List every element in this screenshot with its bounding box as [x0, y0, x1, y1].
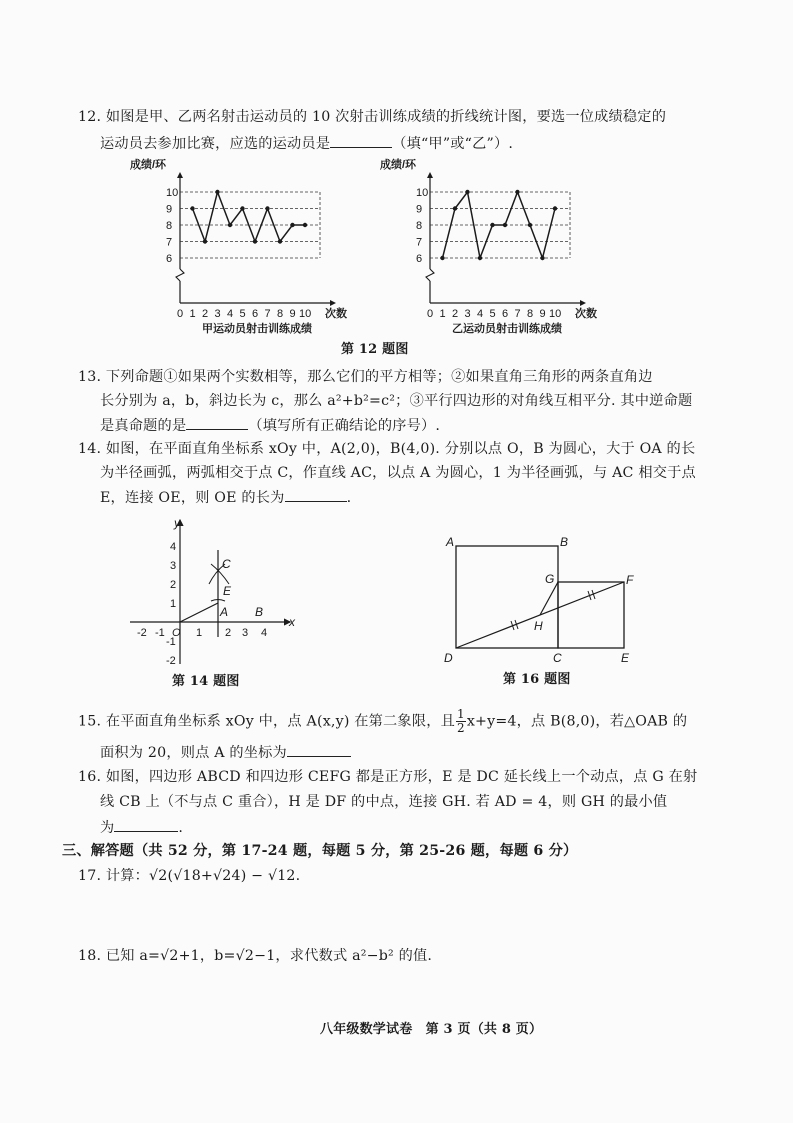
yi-x-tick-label: 5 — [489, 308, 496, 320]
y-tick: -2 — [166, 655, 176, 667]
q12-line1: 12. 如图是甲、乙两名射击运动员的 10 次射击训练成绩的折线统计图，要选一位成绩稳定的 — [78, 109, 667, 125]
q14-line2: 为半径画弧，两弧相交于点 C，作直线 AC，以点 A 为圆心，1 为半径画弧，与 AC 相交于点 — [100, 465, 696, 481]
yi-data-point — [465, 190, 469, 194]
yi-y-axis-label: 成绩/环 — [380, 159, 417, 171]
x-tick: 3 — [242, 627, 249, 639]
jia-data-point — [203, 239, 207, 243]
segment-gh — [540, 582, 558, 615]
point-a-label: A — [220, 605, 229, 619]
q15-line1-end: x+y=4，点 B(8,0)，若△OAB 的 — [466, 713, 688, 730]
fraction-numerator: 1 — [456, 707, 465, 721]
jia-x-tick-label: 7 — [264, 308, 271, 320]
yi-data-point — [440, 256, 444, 260]
jia-axis-break — [176, 269, 184, 281]
q12-line2-end: （填“甲”或“乙”）. — [392, 136, 514, 152]
jia-x-tick-label: 0 — [177, 308, 184, 320]
point-h-label: H — [534, 619, 543, 633]
jia-data-point — [303, 223, 307, 227]
q16-line3 — [100, 817, 183, 838]
q14-line1: 14. 如图，在平面直角坐标系 xOy 中，A(2,0)，B(4,0). 分别以点 O，B 为圆心，大于 OA 的长 — [78, 441, 696, 457]
yi-x-axis-label: 次数 — [575, 308, 597, 320]
segment-oe — [180, 603, 218, 622]
q15-line2 — [100, 742, 351, 763]
y-tick: 4 — [170, 541, 177, 553]
point-b-label: B — [560, 535, 569, 549]
y-tick: 1 — [170, 598, 177, 610]
point-e-label: E — [621, 651, 630, 665]
answer-blank — [285, 487, 347, 502]
answer-blank — [287, 742, 351, 757]
x-tick: 2 — [225, 627, 232, 639]
point-f-label: F — [626, 573, 634, 587]
point-g-label: G — [545, 572, 555, 586]
jia-data-point — [240, 206, 244, 210]
point-c-label: C — [553, 651, 562, 665]
jia-y-tick-label: 10 — [166, 187, 179, 199]
section-3-header: 三、解答题（共 52 分，第 17-24 题，每题 5 分，第 25-26 题，每题 6 分） — [62, 843, 578, 859]
yi-x-tick-label: 2 — [452, 308, 459, 320]
yi-x-tick-label: 0 — [427, 308, 434, 320]
jia-y-tick-label: 9 — [166, 203, 173, 216]
yi-data-point — [553, 206, 557, 210]
jia-x-tick-label: 4 — [227, 308, 234, 320]
yi-x-tick-label: 7 — [514, 308, 521, 320]
chart-jia — [130, 158, 370, 338]
jia-x-axis-label: 次数 — [325, 308, 347, 320]
q14-line3 — [100, 487, 351, 508]
jia-data-point — [265, 206, 269, 210]
answer-blank — [114, 817, 178, 832]
jia-data-point — [190, 206, 194, 210]
chart-yi — [380, 158, 630, 338]
point-d-label: D — [444, 651, 453, 665]
point-b-label: B — [255, 605, 264, 619]
y-tick: 3 — [170, 560, 177, 572]
yi-data-point — [453, 206, 457, 210]
page-footer: 八年级数学试卷 第 3 页（共 8 页） — [320, 1022, 543, 1037]
jia-y-tick-label: 8 — [166, 220, 173, 232]
yi-y-tick-label: 6 — [416, 253, 423, 265]
q18: 18. 已知 a=√2+1，b=√2−1，求代数式 a²−b² 的值. — [78, 948, 433, 964]
y-tick: -1 — [166, 636, 176, 648]
jia-data-point — [290, 223, 294, 227]
q15-line1-text: 15. 在平面直角坐标系 xOy 中，点 A(x,y) 在第二象限，且 — [78, 713, 455, 730]
q16-figure-caption: 第 16 题图 — [503, 672, 571, 687]
yi-y-arrow — [427, 172, 433, 178]
axis-x-label: x — [289, 615, 295, 629]
square-abcd — [456, 546, 558, 648]
jia-x-tick-label: 1 — [189, 308, 196, 320]
yi-x-tick-label: 4 — [477, 308, 484, 320]
yi-y-tick-label: 9 — [416, 203, 423, 216]
fraction-denominator: 2 — [456, 721, 465, 735]
jia-x-tick-label: 2 — [202, 308, 209, 320]
x-tick: 4 — [261, 627, 268, 639]
jia-x-tick-label: 10 — [299, 308, 312, 320]
answer-blank — [330, 133, 392, 148]
q16-line1: 16. 如图，四边形 ABCD 和四边形 CEFG 都是正方形，E 是 DC 延长线上一个动点，点 G 在射 — [78, 769, 698, 785]
yi-data-point — [490, 223, 494, 227]
jia-x-tick-label: 5 — [239, 308, 246, 320]
yi-axis-break — [426, 269, 434, 281]
jia-y-arrow — [177, 172, 183, 178]
jia-x-tick-label: 9 — [289, 308, 296, 320]
jia-y-tick-label: 7 — [166, 236, 173, 249]
x-tick: -1 — [155, 627, 165, 639]
yi-chart-title: 乙运动员射击训练成绩 — [452, 323, 562, 335]
figure-16 — [438, 530, 648, 670]
yi-y-tick-label: 10 — [416, 187, 429, 199]
square-cefg — [558, 582, 624, 648]
yi-data-point — [478, 256, 482, 260]
yi-x-tick-label: 1 — [439, 308, 446, 320]
q14-figure-caption: 第 14 题图 — [172, 674, 240, 689]
q16-line2: 线 CB 上（不与点 C 重合），H 是 DF 的中点，连接 GH. 若 AD = 4，则 GH 的最小值 — [100, 794, 668, 810]
q12-line2-text: 运动员去参加比赛，应选的运动员是 — [100, 136, 331, 152]
q16-line3-text: 为 — [100, 820, 115, 836]
yi-y-tick-label: 8 — [416, 220, 423, 232]
yi-x-tick-label: 9 — [539, 308, 546, 320]
yi-data-point — [528, 223, 532, 227]
point-e-label: E — [223, 584, 232, 598]
jia-x-tick-label: 8 — [277, 308, 284, 320]
jia-chart-title: 甲运动员射击训练成绩 — [202, 323, 312, 335]
yi-series-line — [443, 192, 556, 258]
yi-x-arrow — [580, 300, 586, 306]
y-tick: 2 — [170, 579, 177, 591]
q14-line3-text: E，连接 OE，则 OE 的长为 — [100, 490, 285, 506]
x-tick: O — [172, 627, 181, 639]
q13-line1: 13. 下列命题①如果两个实数相等，那么它们的平方相等；②如果直角三角形的两条直角边 — [78, 369, 653, 385]
yi-data-point — [515, 190, 519, 194]
q15-line2-text: 面积为 20，则点 A 的坐标为 — [100, 745, 287, 761]
yi-data-point — [503, 223, 507, 227]
q14-line3-end: . — [346, 490, 352, 506]
answer-blank — [186, 415, 248, 430]
q13-line3 — [100, 415, 440, 436]
q13-line2: 长分别为 a，b，斜边长为 c，那么 a²+b²=c²；③平行四边形的对角线互相平分. 其中逆命题 — [100, 393, 693, 409]
point-a-label: A — [446, 535, 455, 549]
yi-x-tick-label: 8 — [527, 308, 534, 320]
jia-x-tick-label: 6 — [252, 308, 259, 320]
point-c-label: C — [222, 557, 231, 571]
jia-data-point — [228, 223, 232, 227]
yi-x-tick-label: 3 — [464, 308, 471, 320]
yi-y-tick-label: 7 — [416, 236, 423, 249]
jia-data-point — [278, 239, 282, 243]
fraction-half — [456, 708, 466, 735]
jia-data-point — [215, 190, 219, 194]
jia-y-axis-label: 成绩/环 — [130, 159, 167, 171]
q13-line3-text: 是真命题的是 — [100, 418, 187, 434]
q13-line3-end: （填写所有正确结论的序号）. — [248, 418, 441, 434]
axis-y-label: y — [174, 516, 180, 530]
jia-data-point — [253, 239, 257, 243]
q15-line1 — [78, 708, 687, 735]
jia-x-tick-label: 3 — [214, 308, 221, 320]
q12-figure-caption: 第 12 题图 — [341, 342, 409, 357]
yi-data-point — [540, 256, 544, 260]
jia-y-tick-label: 6 — [166, 253, 173, 265]
q12-line2 — [100, 133, 513, 154]
jia-x-arrow — [330, 300, 336, 306]
yi-x-tick-label: 10 — [549, 308, 562, 320]
q17: 17. 计算：√2(√18+√24) − √12. — [78, 868, 301, 884]
x-tick: -2 — [137, 627, 147, 639]
yi-x-tick-label: 6 — [502, 308, 509, 320]
figure-14 — [125, 512, 310, 672]
x-tick: 1 — [196, 627, 203, 639]
jia-series-line — [193, 192, 306, 242]
q16-line3-end: . — [178, 820, 184, 836]
